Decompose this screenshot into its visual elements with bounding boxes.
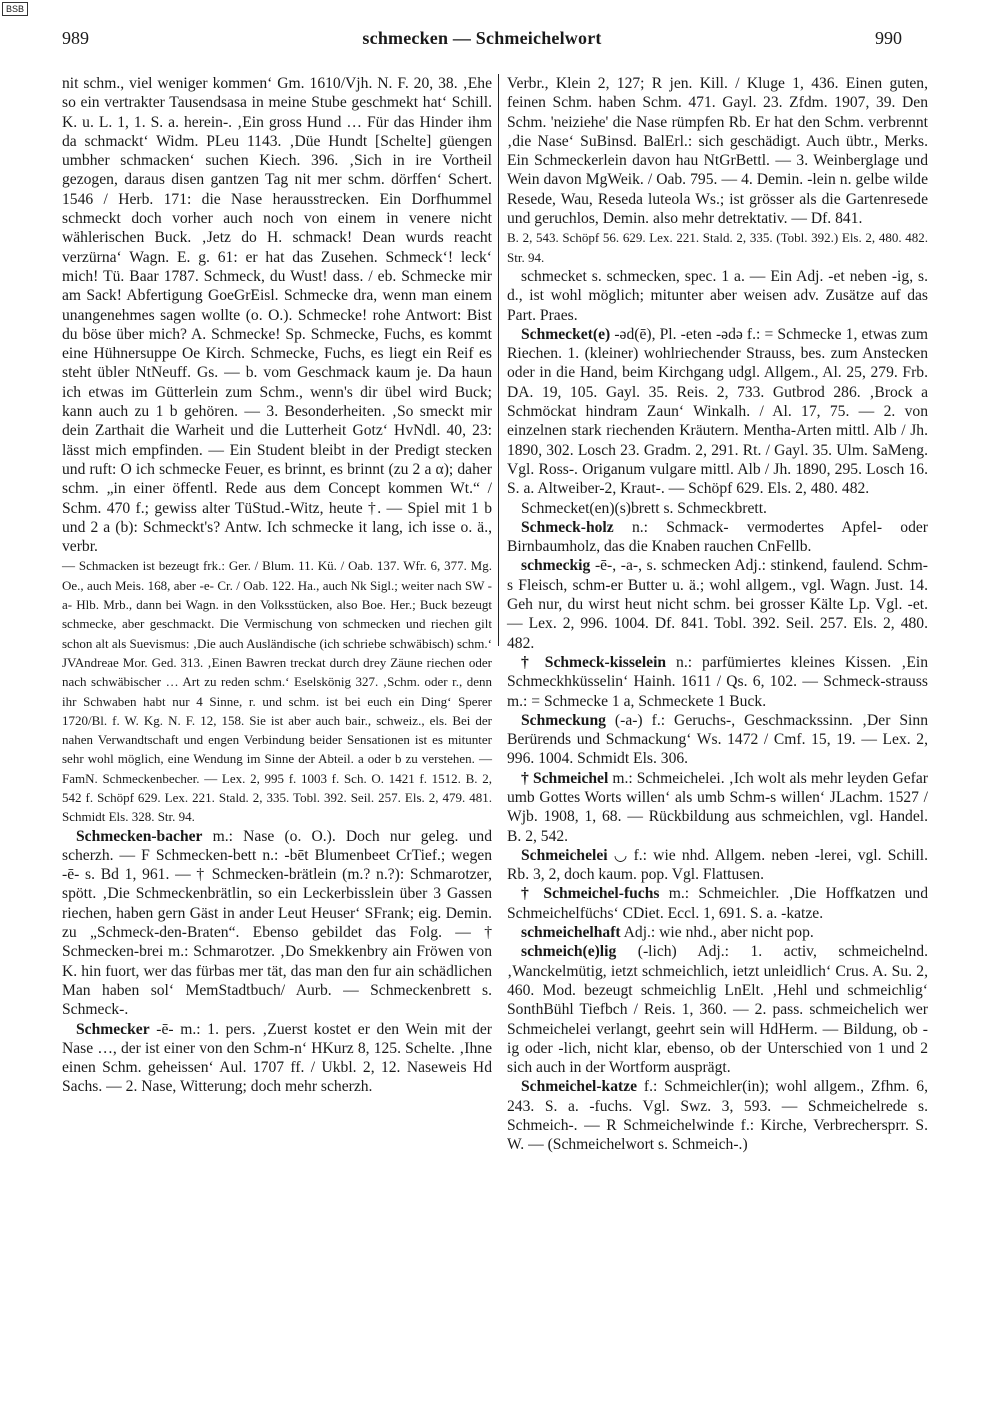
- entry-headword: schmeichelhaft: [521, 924, 621, 942]
- entry-body: (-a-) f.: Geruchs-, Geschmackssinn. ‚Der Sinn Berürends und Schmackung‘ Ws. 1472 / Cmf. 15, 19. — Lex. 2, 996. 1004. Schmidt Els. 306.: [507, 711, 928, 768]
- reference-note: B. 2, 543. Schöpf 56. 629. Lex. 221. Stald. 2, 335. (Tobl. 392.) Els. 2, 480. 482. Str. 94.: [507, 230, 928, 265]
- entry: [507, 325, 928, 499]
- page-number-left: 989: [62, 28, 89, 48]
- entry-headword: Schmeck-holz: [521, 518, 614, 536]
- column-divider: [498, 74, 499, 646]
- entry: [507, 846, 928, 885]
- entry: [507, 769, 928, 846]
- entry-headword: Schmecker: [76, 1020, 150, 1038]
- entry: [507, 556, 928, 652]
- reference-note: — Schmacken ist bezeugt frk.: Ger. / Blum. 11. Kü. / Oab. 137. Wfr. 6, 377. Mg. Oe., auch Meis. 168, aber -e- Cr. / Oab. 122. Ha., auch Nk Sigl.; weiter nach SW -a- Hlb. Mrb., dann bei Wagn. in den Volksstücken, also Boe. Her.; Buck bezeugt schmecke, aber geschmackt. Die Vermischung von schmecken und riechen gilt schon alt als Suevismus: ‚Die auch Ausländische (ich schriebe schwäbisch) schm.‘ JVAndreae Mor. Ged. 313. ‚Einen Bawren treckat durch drey Zäune riechen oder nach schwäbischer … Art zu reden schm.‘ Eselskönig 327. ‚Schm. oder r., denn ihr Schwaben habt nur 4 Sinne, r. und schm. ist bei euch ein Ding‘ Sperer 1720/Bl. f. W. Kg. N. F. 12, 158. Sie ist aber auch bair., schweiz., els. Bei der nahen Verwandtschaft und engen Verbindung beider Sensationen ist es mitunter sehr wohl möglich, eine Wendung im Sinne der Abteil. a oder b zu verstehen. — FamN. Schmeckenbecher. — Lex. 2, 995 f. 1003 f. Sch. O. 1421 f. 1512. B. 2, 542 f. Schöpf 629. Lex. 221. Stald. 2, 335. Tobl. 392. Seil. 257. Els. 2, 479. 481. Schmidt Els. 328. Str. 94.: [62, 558, 492, 825]
- paragraph: schmecket s. schmecken, spec. 1 a. — Ein Adj. -et neben -ig, s. d., ist wohl möglich; mitunter aber weisen adv. Zusätze auf das Part. Praes.: [507, 267, 928, 324]
- paragraph: Verbr., Klein 2, 127; R jen. Kill. / Kluge 1, 436. Einen guten, feinen Schm. haben Schm. 471. Gayl. 23. Zfdm. 1907, 39. Den Schm. 'neiziehe' die Nase rümpfen Rb. Er hat den Schm. verbrennt ‚die Nase‘ SuBinsd. BalErl.: sich geschädigt. Auch übtr., Merks. Ein Schmeckerlein davon hau NtGrBettl. — 3. Weinberglage und Wein davon MgWeik. / Oab. 795. — 4. Demin. -lein n. gelbe wilde Resede, Wau, Reseda luteola Ws.; ist grösser als die Gartenresede und geruchlos, Demin. also mehr detrektativ. — Df. 841.: [507, 75, 928, 228]
- entry-headword: Schmeichelei: [521, 846, 608, 864]
- entry-headword: † Schmeichel: [521, 769, 609, 787]
- left-column: [62, 74, 492, 1097]
- page-header: [62, 28, 902, 56]
- entry-headword: Schmeckung: [521, 711, 606, 729]
- page-title: schmecken — Schmeichelwort: [362, 28, 602, 48]
- entry-body: ◡ f.: wie nhd. Allgem. neben -lerei, vgl. Schill. Rb. 3, 2, doch kaum. pop. Vgl. Flattusen.: [507, 846, 928, 884]
- library-stamp: BSB: [2, 2, 28, 16]
- entry: [507, 884, 928, 923]
- entry-body: -ē- m.: 1. pers. ‚Zuerst kostet er den Wein mit der Nase …, der ist einer von den Schm-n‘ HKurz 8, 125. Schelte. ‚Ihne einen Schm. geheissen‘ Aul. 1707 ff. / Ukbl. 2, 12. Naseweis Hd Sachs. — 2. Nase, Witterung; doch mehr scherzh.: [62, 1020, 492, 1096]
- entry-body: n.: Schmack- vermodertes Apfel- oder Birnbaumholz, das die Knaben rauchen CnFellb.: [507, 518, 928, 556]
- paragraph: nit schm., viel weniger kommen‘ Gm. 1610/Vjh. N. F. 20, 38. ‚Ehe so ein vertrakter Tausendsasa in meine Stube geschmekt hat‘ Schill. K. u. L. 1, 1. S. a. herein-. ‚Ein gross Hund … Für das Hinder ihm da schmackt‘ Widm. PLeu 1143. ‚Düe Hundt [Schelte] güengen umbher schmacken‘ suchen Kiech. 396. ‚Sich in ire Vortheil gezogen, daraus disen gantzen Tag nit mer schm. dörffen‘ Schert. 1546 / Herb. 171: die Nase herausstrecken. Ein Dorfhummel schmeckt doch vorher auch noch von einem in venere nicht wählerischen Buck. ‚Jetz do H. schmack! Dean wurds reacht verzürna‘ Wagn. E. g. 61: er hat das Zusehen. Schmeck‘! leck‘ mich! Tü. Baar 1787. Schmeck, du Wust! dass. / eb. Schmecke mir am Sack! Abfertigung GoeGrEisl. Schmecke dra, wenn man einem unangenehmes sagen wollte (o. O.). Schmecke! rohe Antwort: Bist du böse über mich? A. Schmecke! Sp. Schmecke, Fuchs, es kommt eine Hühnersuppe Oe Kirch. Schmecke, Fuchs, es liegt ein Reif es steht übler NtNeuff. Gs. — b. vom Geschmack kaum je. Da haun ich etwas im Gütterlein zum Schm., wenn's dir übel wird Buck; kann auch zu 1 b gehören. — 3. Besonderheiten. ‚So smeckt mir dein Zarthait die Warheit und die Lutterheit Gotz‘ HvNdl. 40, 23: lässt mich empfinden. — Ein Student bleibt in der Predigt stecken und ruft: O ich schmecke Feuer, es brinnt, es brinnt (zu 2 a α); daher schm. „in einer öffentl. Rede aus dem Concept kommen Wt.“ / Schm. 470 f.; gewiss alter TüStud.-Witz, heute †. — Spiel mit 1 b und 2 a (b): Schmeckt's? Antw. Ich schmecke it lang, ich isse o. ä., verbr.: [62, 75, 492, 556]
- entry-body: -ē-, -a-, s. schmecken Adj.: stinkend, faulend. Schm-s Fleisch, schm-er Butter u. ä.; wohl allgem., vgl. Wagn. Just. 14. Geh nur, du wirst heut nicht schm. bei grosser Kälte Lp. Vgl. -et. — Lex. 2, 996. 1004. Df. 841. Tobl. 392. Seil. 257. Els. 2, 480. 482.: [507, 557, 928, 652]
- entry: [507, 518, 928, 557]
- entry-body: m.: Schmeichelei. ‚Ich wolt als mehr leyden Gefar umb Gottes Worts willen‘ als umb Schm-s willen‘ JLachm. 1527 / Wjb. 1908, 1, 68. — Rückbildung aus schmeichlen, vgl. Handel. B. 2, 542.: [507, 769, 928, 845]
- entry-body: f.: Schmeichler(in); wohl allgem., Zfhm. 6, 243. S. a. -fuchs. Vgl. Swz. 3, 593. — Schmeichelrede s. Schmeich-. — R Schmeichelwinde f.: Kirche, Verbrechersprr. S. W. — (Schmeichelwort s. Schmeich-.): [507, 1078, 928, 1154]
- entry-headword: Schmecken-bacher: [76, 827, 203, 845]
- page-number-right: 990: [875, 28, 902, 48]
- entry-body: (-lich) Adj.: 1. activ, schmeichelnd. ‚Wanckelmütig, ietzt schmeichlich, ietzt unleidlich‘ Crus. A. Su. 2, 460. Mod. bezeugt schmeichlig LnElt. ‚Hehl und schmeichlig‘ SonthBühl Tiefbch / Reis. 1, 360. — 2. pass. schmeichelich wer Schmeichelei verlangt, geehrt sein will HdHerm. — Bildung, ob -ig oder -lich, nicht klar, ebenso, ob der Unterschied von 1 und 2 sich auch in der Wortform ausprägt.: [507, 943, 928, 1077]
- entry-headword: schmeich(e)lig: [521, 943, 617, 961]
- entry-body: m.: Nase (o. O.). Doch nur geleg. und scherzh. — F Schmecken-bett n.: -bēt Blumenbeet CrTief.; wegen -ē- s. Bd 1, 961. — † Schmecken-brätlein (m.? n.?): Schmarotzer, spött. ‚Die Schmeckenbrätlin, so ein Leckerbisslein über 3 Gassen riechen, haben gern Gäst in ander Leut Heuser‘ SFrank; eig. Demin. zu „Schmeck-den-Braten“. Ebenso gebildet das Folg. — † Schmecken-brei m.: Schmarotzer. ‚Do Smekkenbry ain Fröwen von K. hin fuort, wer das fürbas mer tät, das man den fur ain schädlichen Man haben sol‘ MemStadtbuch/ Aurb. — Schmeckenbrett s. Schmeck-.: [62, 827, 492, 1019]
- entry-body: m.: Schmeichler. ‚Die Hoffkatzen und Schmeichelfüchs‘ CDiet. Eccl. 1, 691. S. a. -katze.: [507, 885, 929, 922]
- entry: [62, 1020, 492, 1097]
- entry-headword: Schmeichel-katze: [521, 1078, 638, 1096]
- entry: [507, 653, 928, 711]
- paragraph: Schmecket(en)(s)brett s. Schmeckbrett.: [521, 499, 767, 517]
- entry: [62, 827, 492, 1020]
- entry: [507, 923, 928, 942]
- entry-headword: Schmecket(e): [521, 325, 611, 343]
- entry: [507, 1077, 928, 1154]
- entry: [507, 711, 928, 769]
- entry-headword: schmeckig: [521, 557, 591, 575]
- entry: [507, 942, 928, 1077]
- entry-body: Adj.: wie nhd., aber nicht pop.: [620, 924, 814, 942]
- entry-headword: † Schmeichel-fuchs: [521, 885, 660, 903]
- entry-body: -əd(ē), Pl. -eten -ədə f.: = Schmecke 1, etwas zum Riechen. 1. (kleiner) wohlriechender Strauss, bes. zum Anstecken oder in die Hand, beim Kirchgang udgl. Allgem., Al. 25, 279. Frb. DA. 19, 105. Gayl. 35. Reis. 2, 733. Gutbrod 286. ‚Brock a Schmöckat hindram Zaun‘ Winkalh. / Al. 17, 75. — 2. von einzelnen stark riechenden Kräutern. Mentha-Arten mittl. Alb / Jh. 1890, 302. Losch 23. Gradm. 2, 291. Rt. / Gayl. 35. Ulm. SaMeng. Vgl. Ross-. Origanum vulgare mittl. Alb / Jh. 1890, 295. Losch 16. S. a. Altweiber-2, Kraut-. — Schöpf 629. Els. 2, 480. 482.: [507, 325, 928, 498]
- entry-body: n.: parfümiertes kleines Kissen. ‚Ein Schmeckhküsselin‘ Hainh. 1611 / Qs. 6, 102. — Schmeck-strauss m.: = Schmecke 1 a, Schmeckete 1 Buck.: [507, 653, 928, 710]
- right-column: [507, 74, 928, 1155]
- entry-headword: † Schmeck-kisselein: [521, 653, 667, 671]
